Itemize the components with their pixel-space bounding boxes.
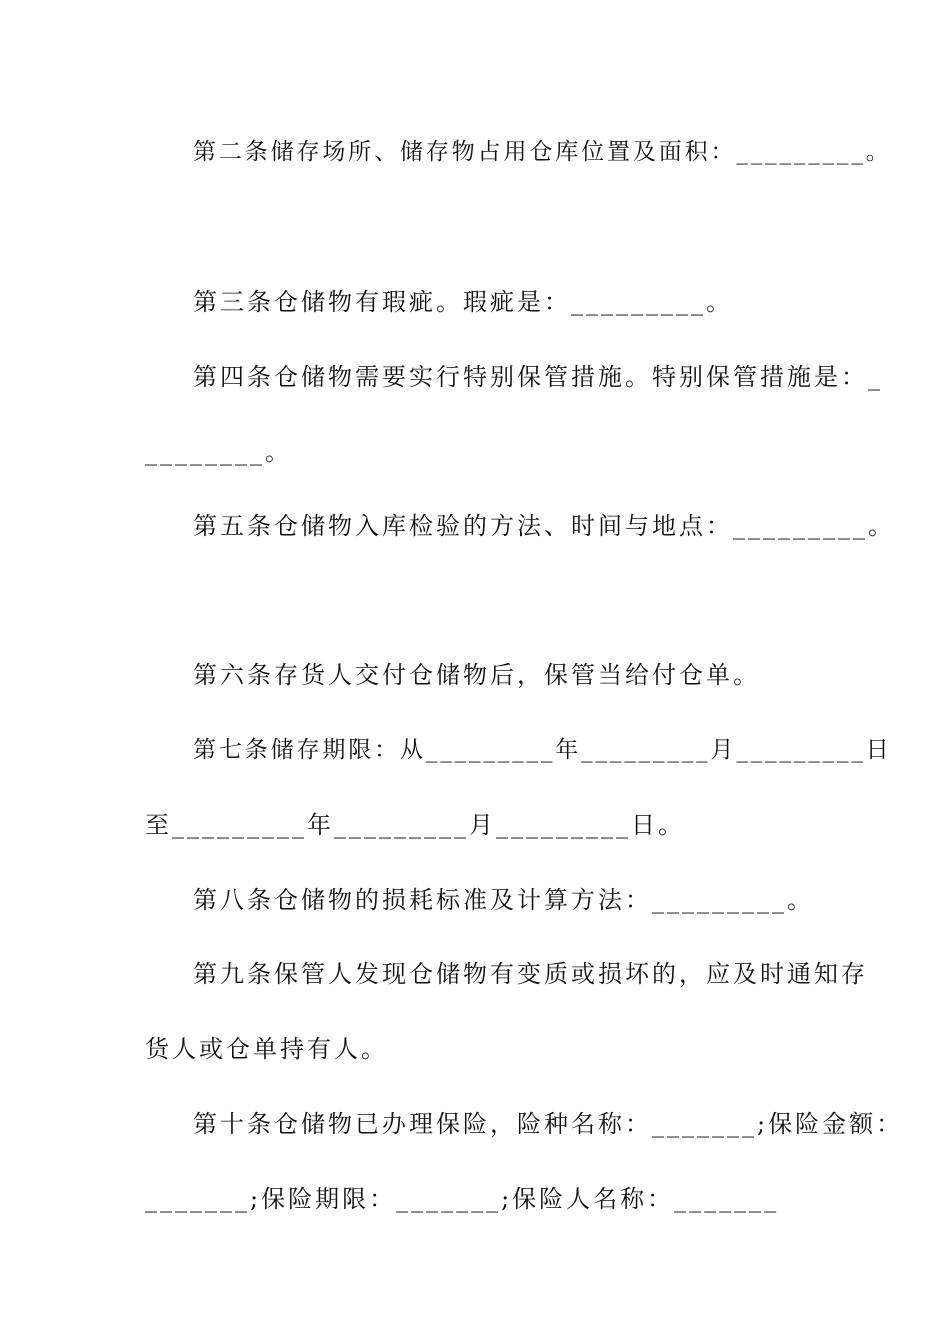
clause-10-line: 第十条仓储物已办理保险，险种名称：_______;保险金额： [193, 1110, 904, 1138]
clause-6-line: 第六条存货人交付仓储物后，保管当给付仓单。 [193, 661, 760, 689]
clause-4-line: 第四条仓储物需要实行特别保管措施。特别保管措施是：_ [193, 363, 883, 391]
clause-9-line: 第九条保管人发现仓储物有变质或损坏的，应及时通知存 [193, 960, 868, 988]
clause-8-line: 第八条仓储物的损耗标准及计算方法：_________。 [193, 886, 814, 914]
clause-7-continuation: 至_________年_________月_________日。 [145, 811, 685, 839]
clause-10-continuation: _______;保险期限：_______;保险人名称：_______ [145, 1185, 780, 1213]
clause-9-continuation: 货人或仓单持有人。 [145, 1035, 388, 1063]
clause-7-line: 第七条储存期限：从_________年_________月_________日 [193, 737, 892, 763]
clause-5-line: 第五条仓储物入库检验的方法、时间与地点：_________。 [193, 512, 895, 540]
clause-4-continuation: ________。 [145, 438, 292, 466]
clause-3-line: 第三条仓储物有瑕疵。瑕疵是：_________。 [193, 288, 733, 316]
clause-2-line: 第二条储存场所、储存物占用仓库位置及面积：_________。 [193, 139, 892, 165]
